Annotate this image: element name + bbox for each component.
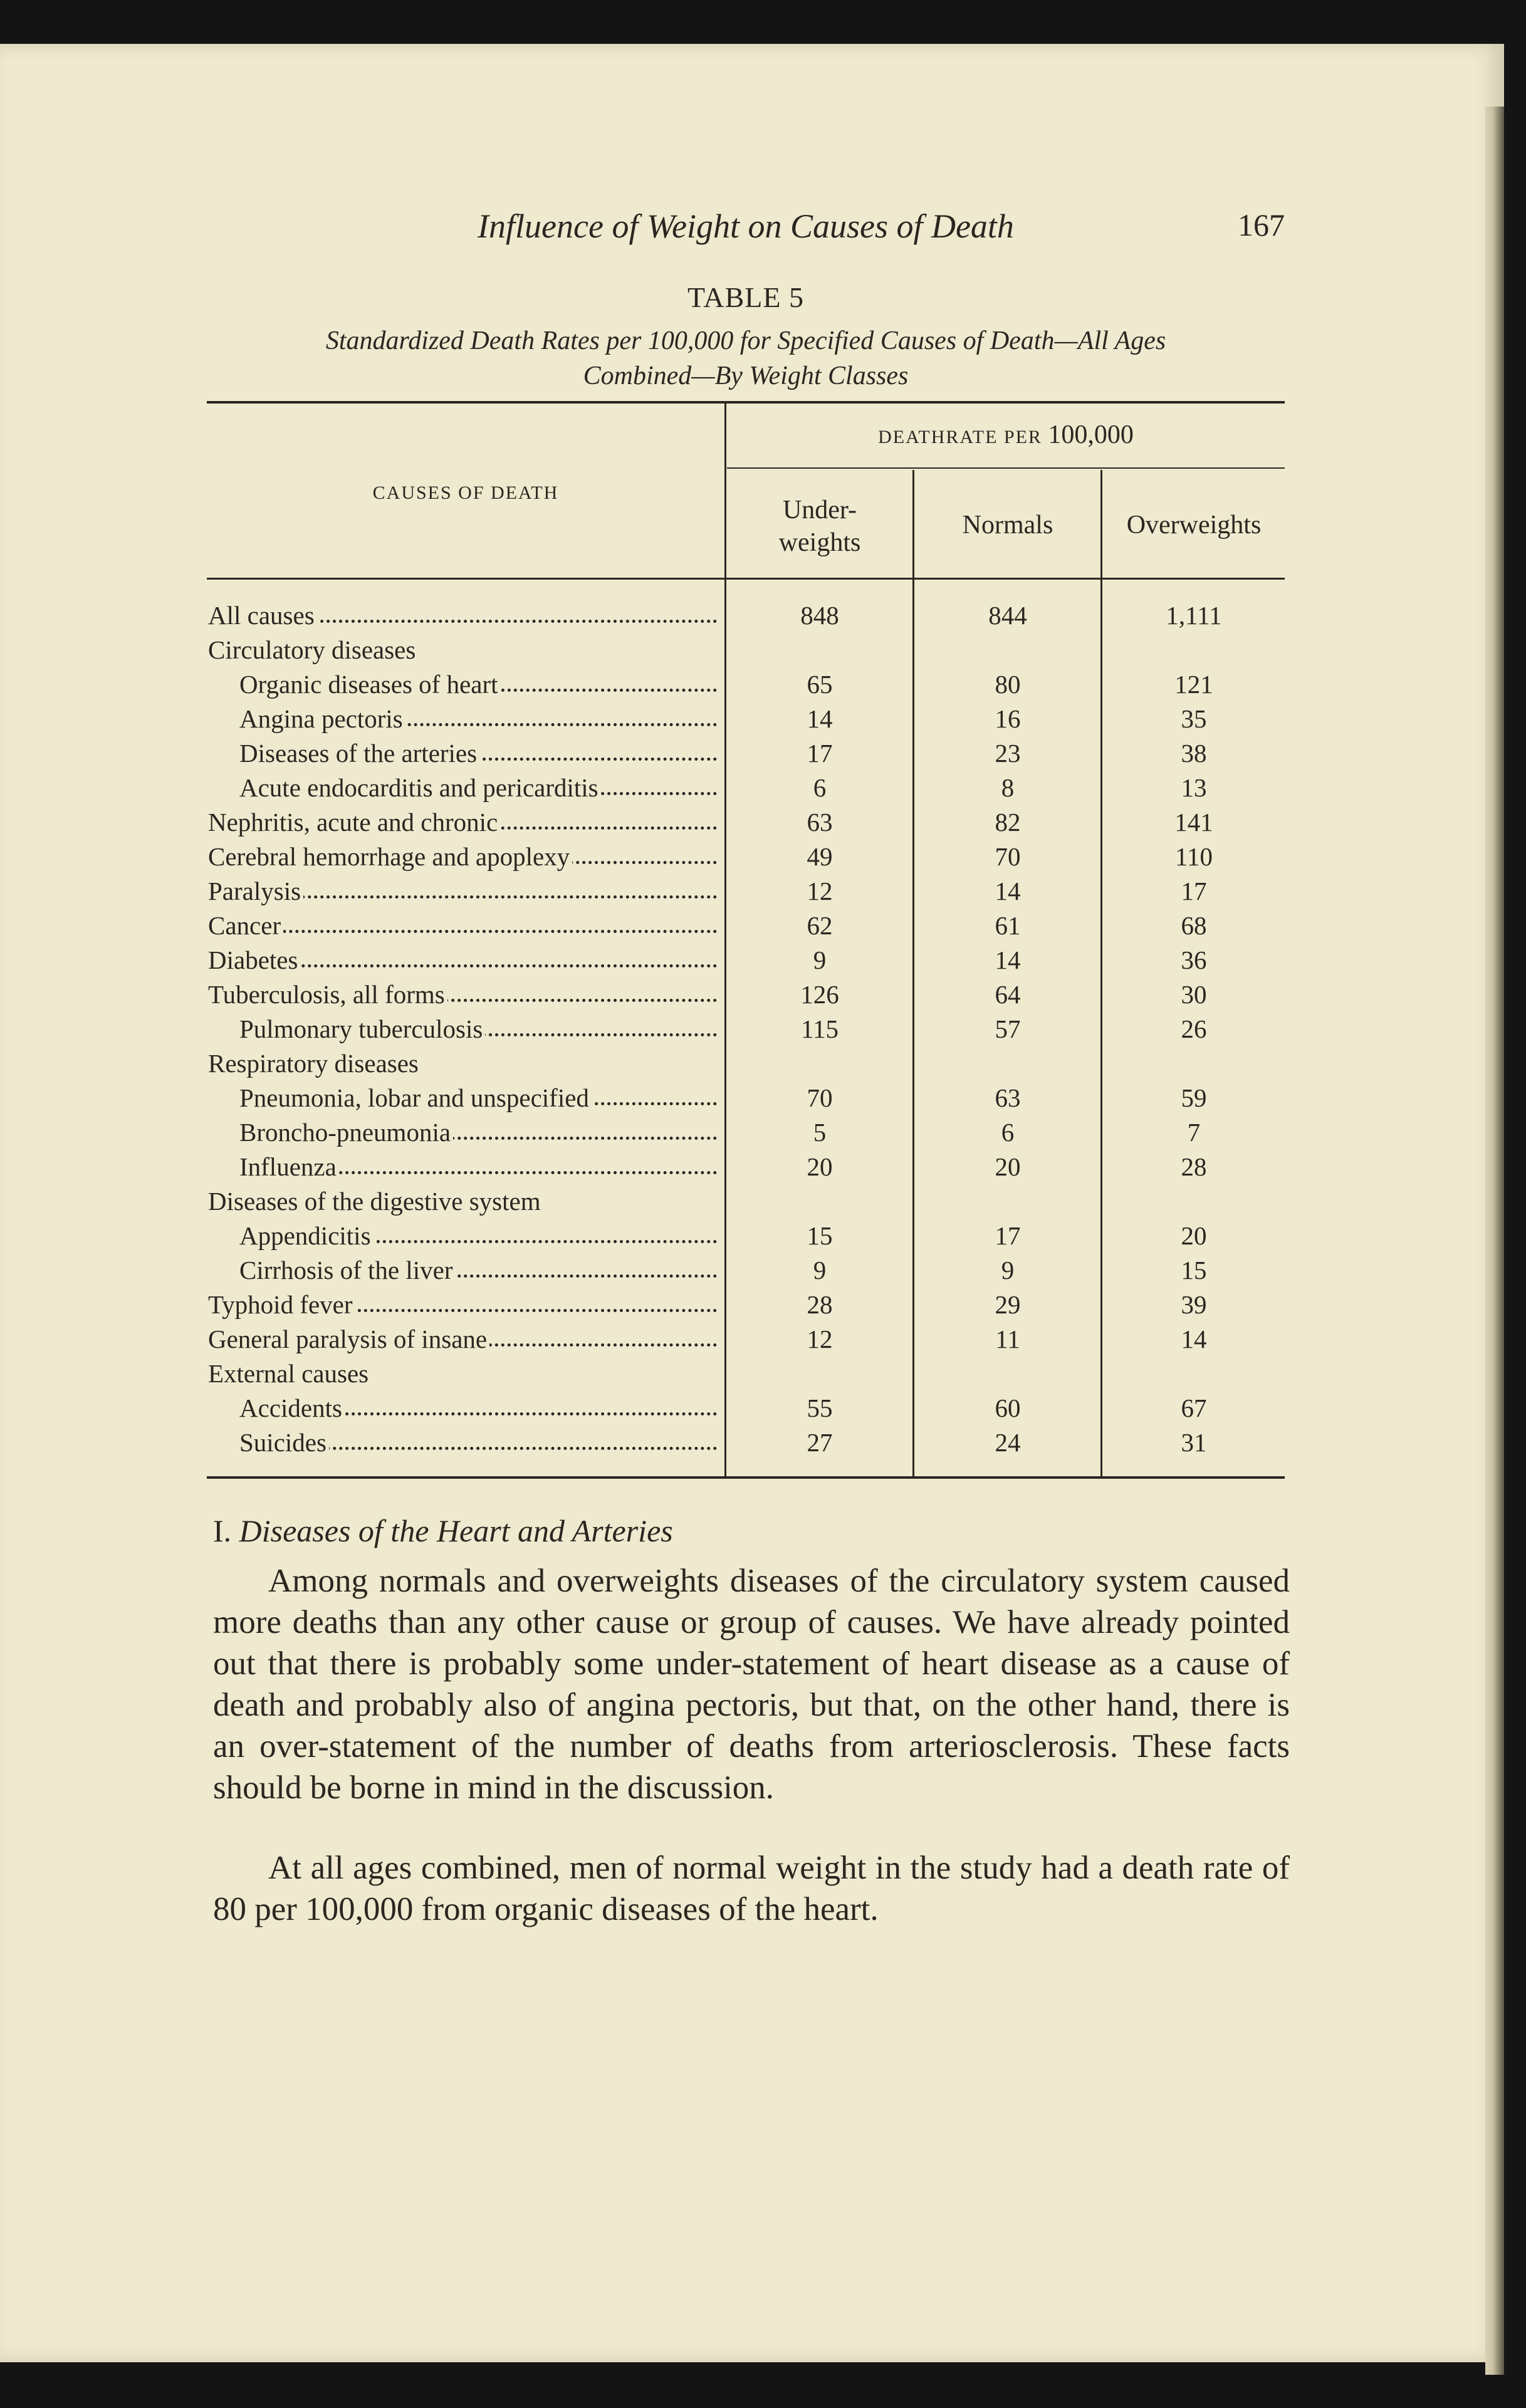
table-row [207,600,1285,635]
table-title: TABLE 5 [687,281,804,313]
cause-label: Cerebral hemorrhage and apoplexy [208,842,572,871]
section-number: I. [213,1513,232,1548]
table-row [207,1358,1285,1393]
overweights-value: 31 [1181,1428,1207,1457]
table-row [207,1083,1285,1117]
cause-label: Diseases of the digestive system [208,1187,543,1216]
underweights-value: 55 [807,1394,833,1422]
deathrate-label: DEATHRATE PER [878,427,1042,447]
underweights-value: 115 [801,1014,839,1043]
cause-label: Acute endocarditis and pericarditis [239,773,601,802]
normals-value: 20 [995,1152,1021,1181]
overweights-value: 59 [1181,1083,1207,1112]
normals-value: 63 [995,1083,1021,1112]
overweights-value: 67 [1181,1394,1207,1422]
cause-label: Pneumonia, lobar and unspecified [239,1083,592,1112]
overweights-value: 110 [1175,842,1213,871]
table-caption-line-2: Combined—By Weight Classes [583,362,909,390]
cause-cell [208,1186,722,1216]
cause-cell [239,1393,722,1423]
body-paragraph: At all ages combined, men of normal weight in the study had a death rate of 80 per 100,000 from organic diseases of the heart. [213,1850,1290,1927]
underweights-value: 9 [813,1256,827,1285]
overweights-value: 1,111 [1166,601,1222,630]
column-header-causes: CAUSES OF DEATH [372,482,559,503]
table-row [207,1393,1285,1427]
normals-value: 60 [995,1394,1021,1422]
table-row [207,704,1285,738]
table-row [207,807,1285,842]
normals-value: 80 [995,670,1021,699]
table-row [207,1290,1285,1324]
cause-cell [208,635,722,665]
underweights-value: 49 [807,842,833,871]
cause-cell [208,1324,722,1354]
normals-value: 23 [995,739,1021,768]
underweights-value: 14 [807,704,833,733]
cause-cell [239,1152,722,1182]
underweights-value: 6 [813,773,827,802]
table-row [207,910,1285,945]
table-row [207,1427,1285,1462]
table-row [207,1048,1285,1083]
overweights-value: 17 [1181,877,1207,905]
table-bottom-rule [207,1476,1285,1479]
table-subheader-rule [727,467,1285,469]
table-header-rule [207,578,1285,580]
table-row [207,773,1285,807]
deathrate-number: 100,000 [1048,420,1134,449]
table-body [207,600,1285,1462]
normals-value: 14 [995,946,1021,974]
normals-value: 70 [995,842,1021,871]
cause-label: Respiratory diseases [208,1049,421,1078]
normals-value: 61 [995,911,1021,940]
cause-cell [208,876,722,906]
section-heading [213,1513,673,1549]
table-row [207,1255,1285,1290]
underweights-value: 70 [807,1083,833,1112]
table-caption [201,323,1291,394]
cause-label: General paralysis of insane [208,1325,489,1353]
cause-label: All causes [208,601,317,630]
underweights-value: 126 [800,980,839,1009]
cause-cell [208,979,722,1009]
cause-label: Suicides [239,1428,329,1457]
underweights-value: 65 [807,670,833,699]
cause-cell [208,1358,722,1389]
running-title: Influence of Weight on Causes of Death [478,207,1014,245]
overweights-value: 20 [1181,1221,1207,1250]
table-row [207,979,1285,1014]
cause-label: Influenza [239,1152,339,1181]
cause-cell [208,1290,722,1320]
cause-label: Cirrhosis of the liver [239,1256,455,1285]
section-title: Diseases of the Heart and Arteries [239,1513,673,1548]
normals-value: 29 [995,1290,1021,1319]
cause-cell [239,669,722,699]
overweights-value: 14 [1181,1325,1207,1353]
cause-label: Appendicitis [239,1221,374,1250]
normals-value: 11 [995,1325,1020,1353]
underweights-value: 848 [800,601,839,630]
normals-value: 844 [988,601,1027,630]
normals-value: 8 [1001,773,1015,802]
overweights-value: 68 [1181,911,1207,940]
overweights-value: 141 [1174,808,1213,837]
cause-cell [208,1048,722,1078]
table-caption-line-1: Standardized Death Rates per 100,000 for Specified Causes of Death—All Ages [325,326,1166,355]
page-edge [1485,107,1504,2375]
cause-label: Angina pectoris [239,704,405,733]
overweights-value: 28 [1181,1152,1207,1181]
overweights-value: 35 [1181,704,1207,733]
underweights-value: 20 [807,1152,833,1181]
cause-cell [239,738,722,768]
death-rate-table [207,401,1285,1479]
normals-value: 9 [1001,1256,1015,1285]
cause-label: Tuberculosis, all forms [208,980,447,1009]
table-row [207,945,1285,979]
table-row [207,1014,1285,1048]
cause-cell [208,910,722,941]
cause-label: Cancer [208,911,283,940]
running-head [207,207,1285,251]
cause-cell [208,600,722,630]
underweights-value: 15 [807,1221,833,1250]
cause-label: Broncho-pneumonia [239,1118,453,1147]
column-header-overweights: Overweights [1126,511,1262,539]
underweights-value: 17 [807,739,833,768]
table-top-rule [207,401,1285,404]
underweights-line-2: weights [778,528,861,557]
table-row [207,1186,1285,1221]
normals-value: 64 [995,980,1021,1009]
cause-cell [239,1083,722,1113]
table-row [207,738,1285,773]
cause-cell [239,1014,722,1044]
cause-label: Diseases of the arteries [239,739,479,768]
underweights-value: 12 [807,1325,833,1353]
normals-value: 17 [995,1221,1021,1250]
table-row [207,669,1285,704]
table-row [207,876,1285,910]
overweights-value: 36 [1181,946,1207,974]
cause-label: Nephritis, acute and chronic [208,808,500,837]
cause-label: Paralysis [208,877,303,905]
column-header-underweights [727,494,912,559]
underweights-line-1: Under- [782,496,857,524]
cause-cell [208,842,722,872]
overweights-value: 121 [1174,670,1213,699]
table-row [207,1324,1285,1358]
cause-cell [239,1117,722,1147]
cause-cell [208,807,722,837]
column-header-normals: Normals [962,511,1053,539]
cause-label: Circulatory diseases [208,635,418,664]
cause-cell [239,704,722,734]
underweights-value: 5 [813,1118,827,1147]
underweights-value: 27 [807,1428,833,1457]
underweights-value: 9 [813,946,827,974]
normals-value: 82 [995,808,1021,837]
underweights-value: 28 [807,1290,833,1319]
table-row [207,1117,1285,1152]
underweights-value: 63 [807,808,833,837]
body-paragraph: Among normals and overweights diseases of the circulatory system caused more deaths than any other cause or group of causes. We have already pointed out that there is probably some under-statement of heart disease as a cause of death and probably also of angina pectoris, but that, on the other hand, there is an over-statement of the number of deaths from arteriosclerosis. These facts should be borne in mind in the discussion. [213,1563,1290,1806]
cause-cell [239,1427,722,1457]
overweights-value: 38 [1181,739,1207,768]
overweights-value: 7 [1187,1118,1201,1147]
leader-dots [208,930,717,933]
normals-value: 16 [995,704,1021,733]
table-row [207,635,1285,669]
normals-value: 57 [995,1014,1021,1043]
normals-value: 24 [995,1428,1021,1457]
underweights-value: 62 [807,911,833,940]
overweights-value: 39 [1181,1290,1207,1319]
cause-label: Diabetes [208,946,300,974]
overweights-value: 15 [1181,1256,1207,1285]
overweights-value: 13 [1181,773,1207,802]
cause-label: Accidents [239,1394,345,1422]
table-row [207,842,1285,876]
cause-label: External causes [208,1359,371,1388]
table-row [207,1221,1285,1255]
page-number: 167 [1238,207,1285,242]
cause-label: Typhoid fever [208,1290,355,1319]
normals-value: 6 [1001,1118,1015,1147]
normals-value: 14 [995,877,1021,905]
column-header-deathrate [727,420,1285,450]
cause-label: Organic diseases of heart [239,670,501,699]
cause-label: Pulmonary tuberculosis [239,1014,485,1043]
table-row [207,1152,1285,1186]
cause-cell [239,1255,722,1285]
cause-cell [239,773,722,803]
cause-cell [239,1221,722,1251]
cause-cell [208,945,722,975]
overweights-value: 30 [1181,980,1207,1009]
overweights-value: 26 [1181,1014,1207,1043]
underweights-value: 12 [807,877,833,905]
